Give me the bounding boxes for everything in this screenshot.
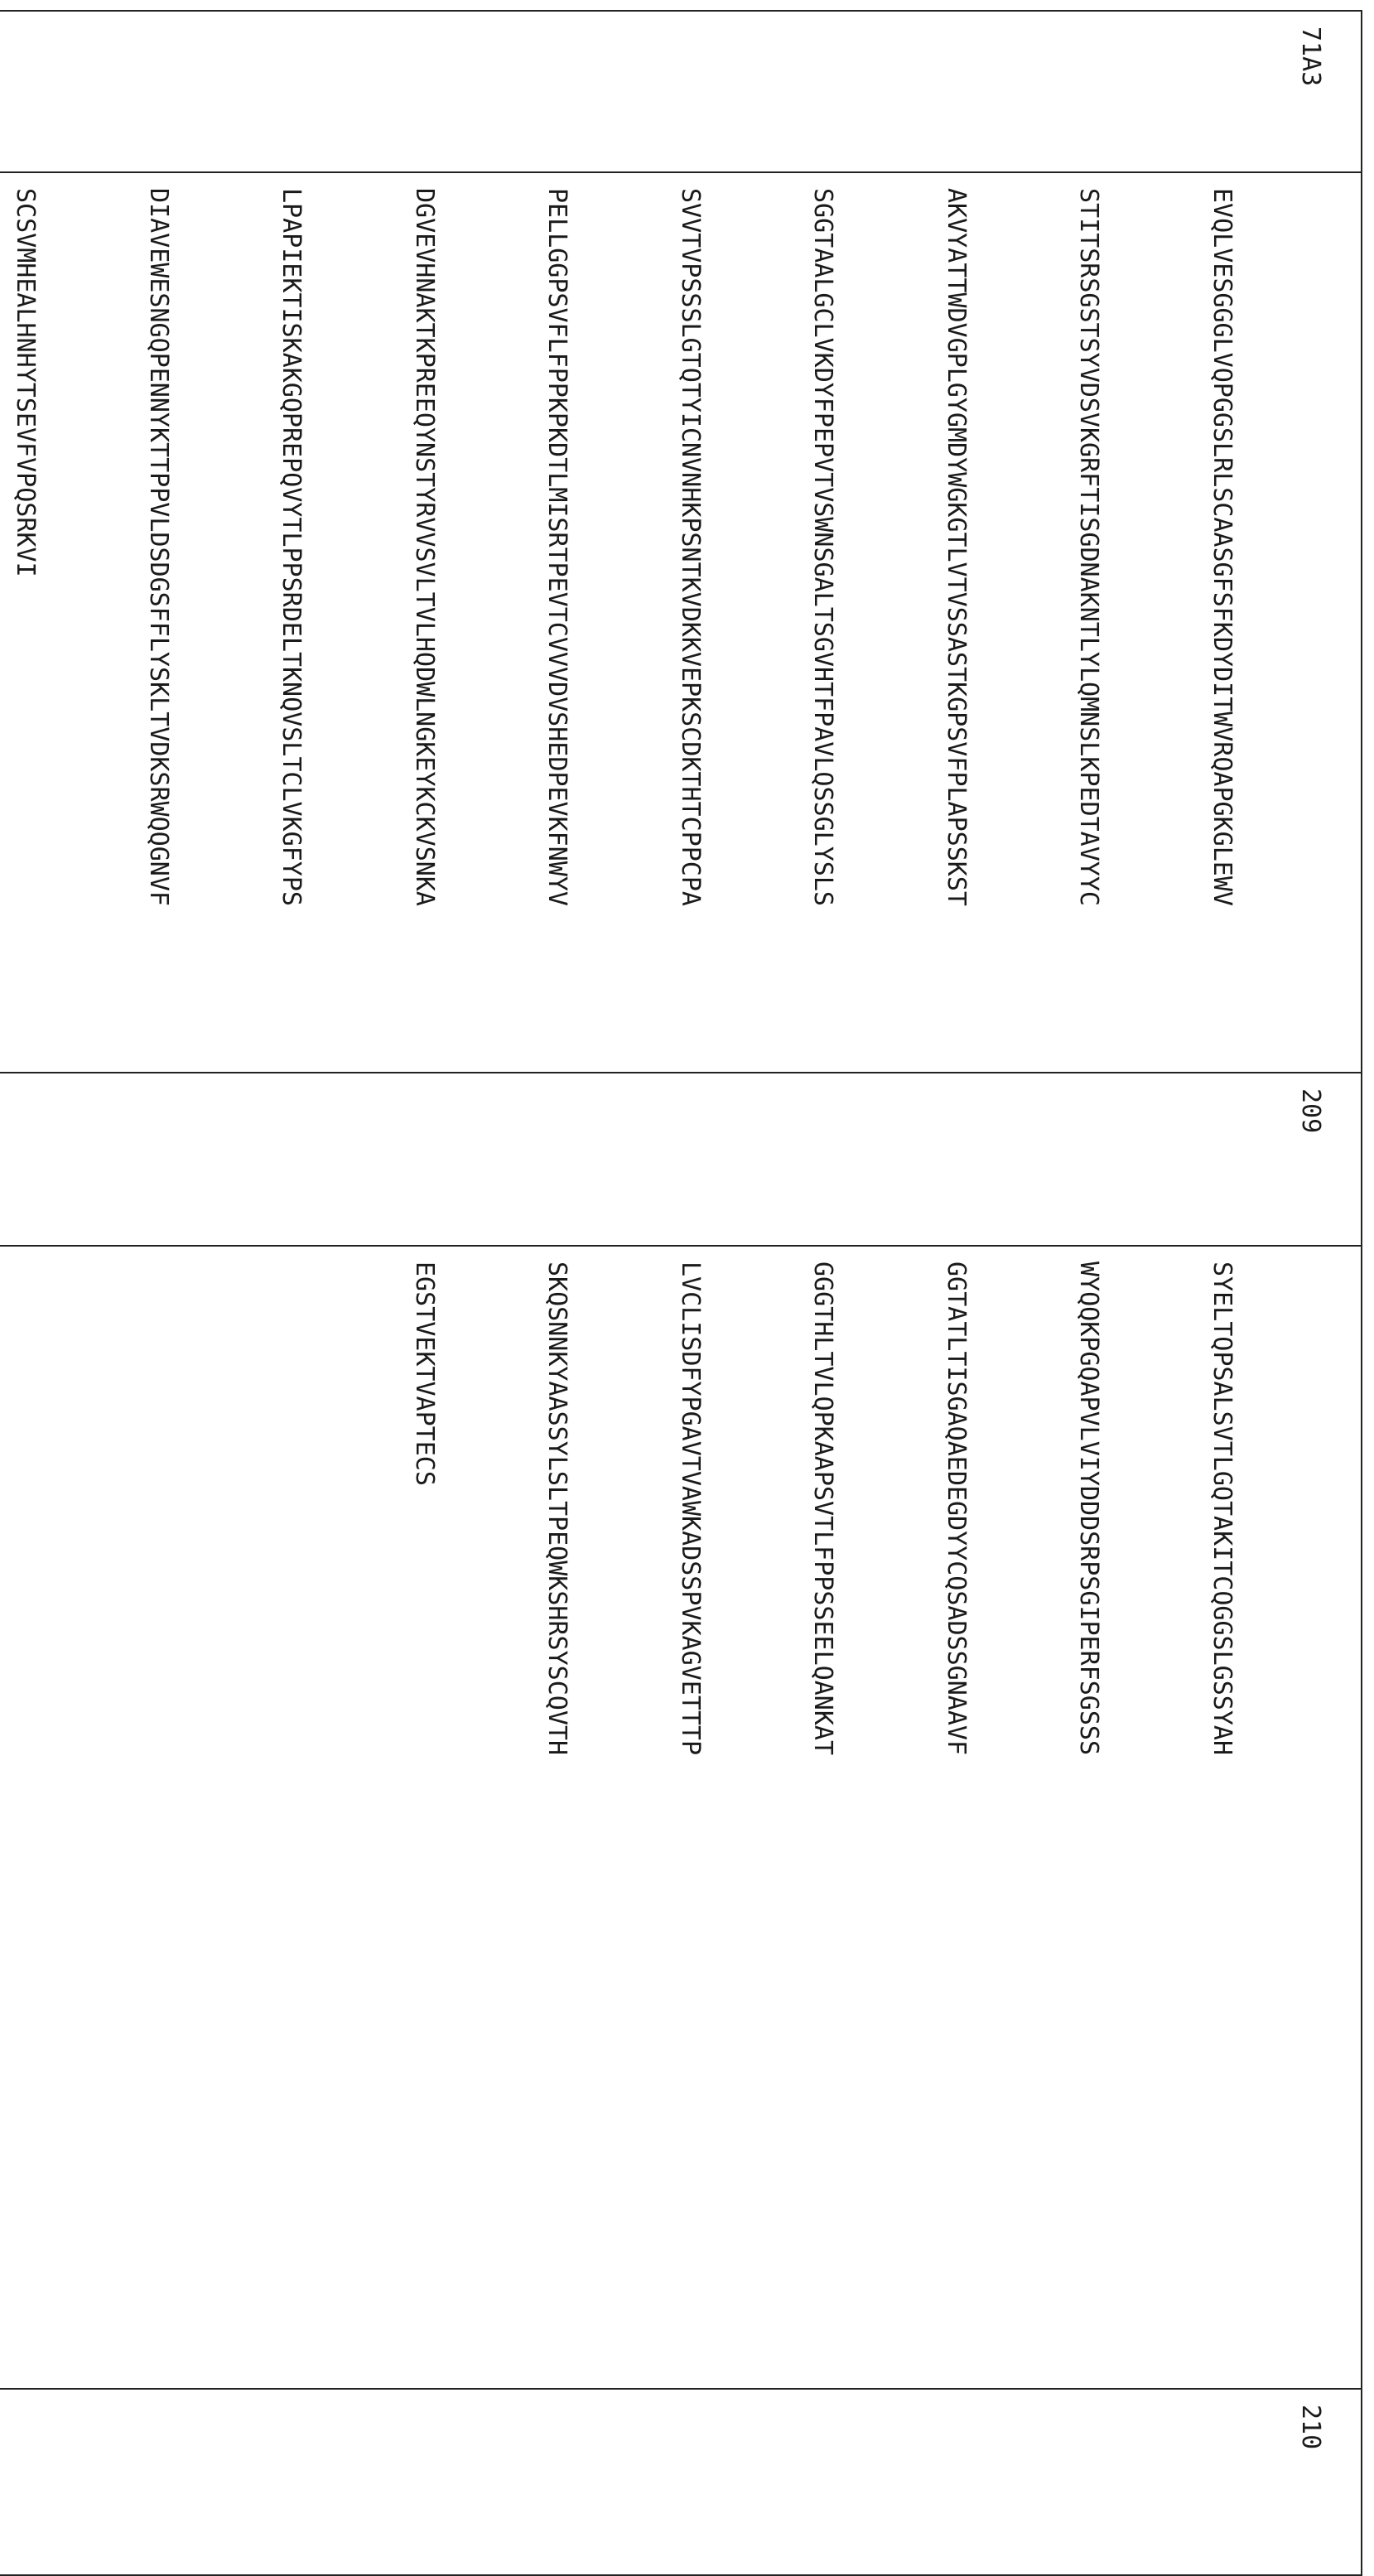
antibody-sequence-table [0,10,1362,2576]
heavy-chain-sequence-cell [0,172,1362,1073]
sequence-line: DIAVEWESNGQPENNYKTTPPVLDSDGSFFLYSKLTVDKSRWQQGNVF [137,188,181,1057]
sequence-line: SKQSNNKYAASSYLSLTPEQWKSHRSYSCQVTH [535,1261,580,2373]
sequence-line: GGTATLTISGAQAEDEGDYYCQSADSSGNAAVF [934,1261,979,2373]
sequence-line: EGSTVEKTVAPTECS [403,1261,447,2373]
sequence-line: GGGTHLTVLQPKAAPSVTLFPPSSEELQANKAT [801,1261,846,2373]
sequence-line: SYELTQPSALSVTLGQTAKITCQGGSLGSSYAH [1200,1261,1245,2373]
antibody-id-cell: 71A3 [0,11,1362,172]
sequence-line: SVVTVPSSSLGTQTYICNVNHKPSNTKVDKKVEPKSCDKTHTCPPCPA [668,188,713,1057]
table-row [0,11,1362,2575]
sequence-line: SCSVMHEALHNHYTSEVFVPQSRKVI [3,188,48,1057]
rotated-page [0,0,1374,2418]
sequence-line: LVCLISDFYPGAVTVAWKADSSPVKAGVETTTP [668,1261,713,2373]
sequence-line: AKVYATTWDVGPLGYGMDYWGKGTLVTVSSASTKGPSVFPLAPSSKST [934,188,979,1057]
light-seq-id-cell: 210 [0,2389,1362,2575]
sequence-line: PELLGGPSVFLFPPKPKDTLMISRTPEVTCVVVDVSHEDPEVKFNWYV [535,188,580,1057]
sequence-line: LPAPIEKTISKAKGQPREPQVYTLPPSRDELTKNQVSLTCLVKGFYPS [269,188,314,1057]
sequence-line: DGVEVHNAKTKPREEQYNSTYRVVSVLTVLHQDWLNGKEYKCKVSNKA [403,188,447,1057]
light-chain-sequence-cell [0,1246,1362,2389]
heavy-seq-id-cell: 209 [0,1073,1362,1246]
sequence-line: WYQQKPGQAPVLVIYDDDSRPSGIPERFSGSSS [1067,1261,1111,2373]
sequence-line: SGGTAALGCLVKDYFPEPVTVSWNSGALTSGVHTFPAVLQSSGLYSLS [801,188,846,1057]
sequence-line: EVQLVESGGGLVQPGGSLRLSCAASGFSFKDYDITWVRQAPGKGLEWV [1200,188,1245,1057]
sequence-line: STITSRSGSTSYVDSVKGRFTISGDNAKNTLYLQMNSLKPEDTAVYYC [1067,188,1111,1057]
